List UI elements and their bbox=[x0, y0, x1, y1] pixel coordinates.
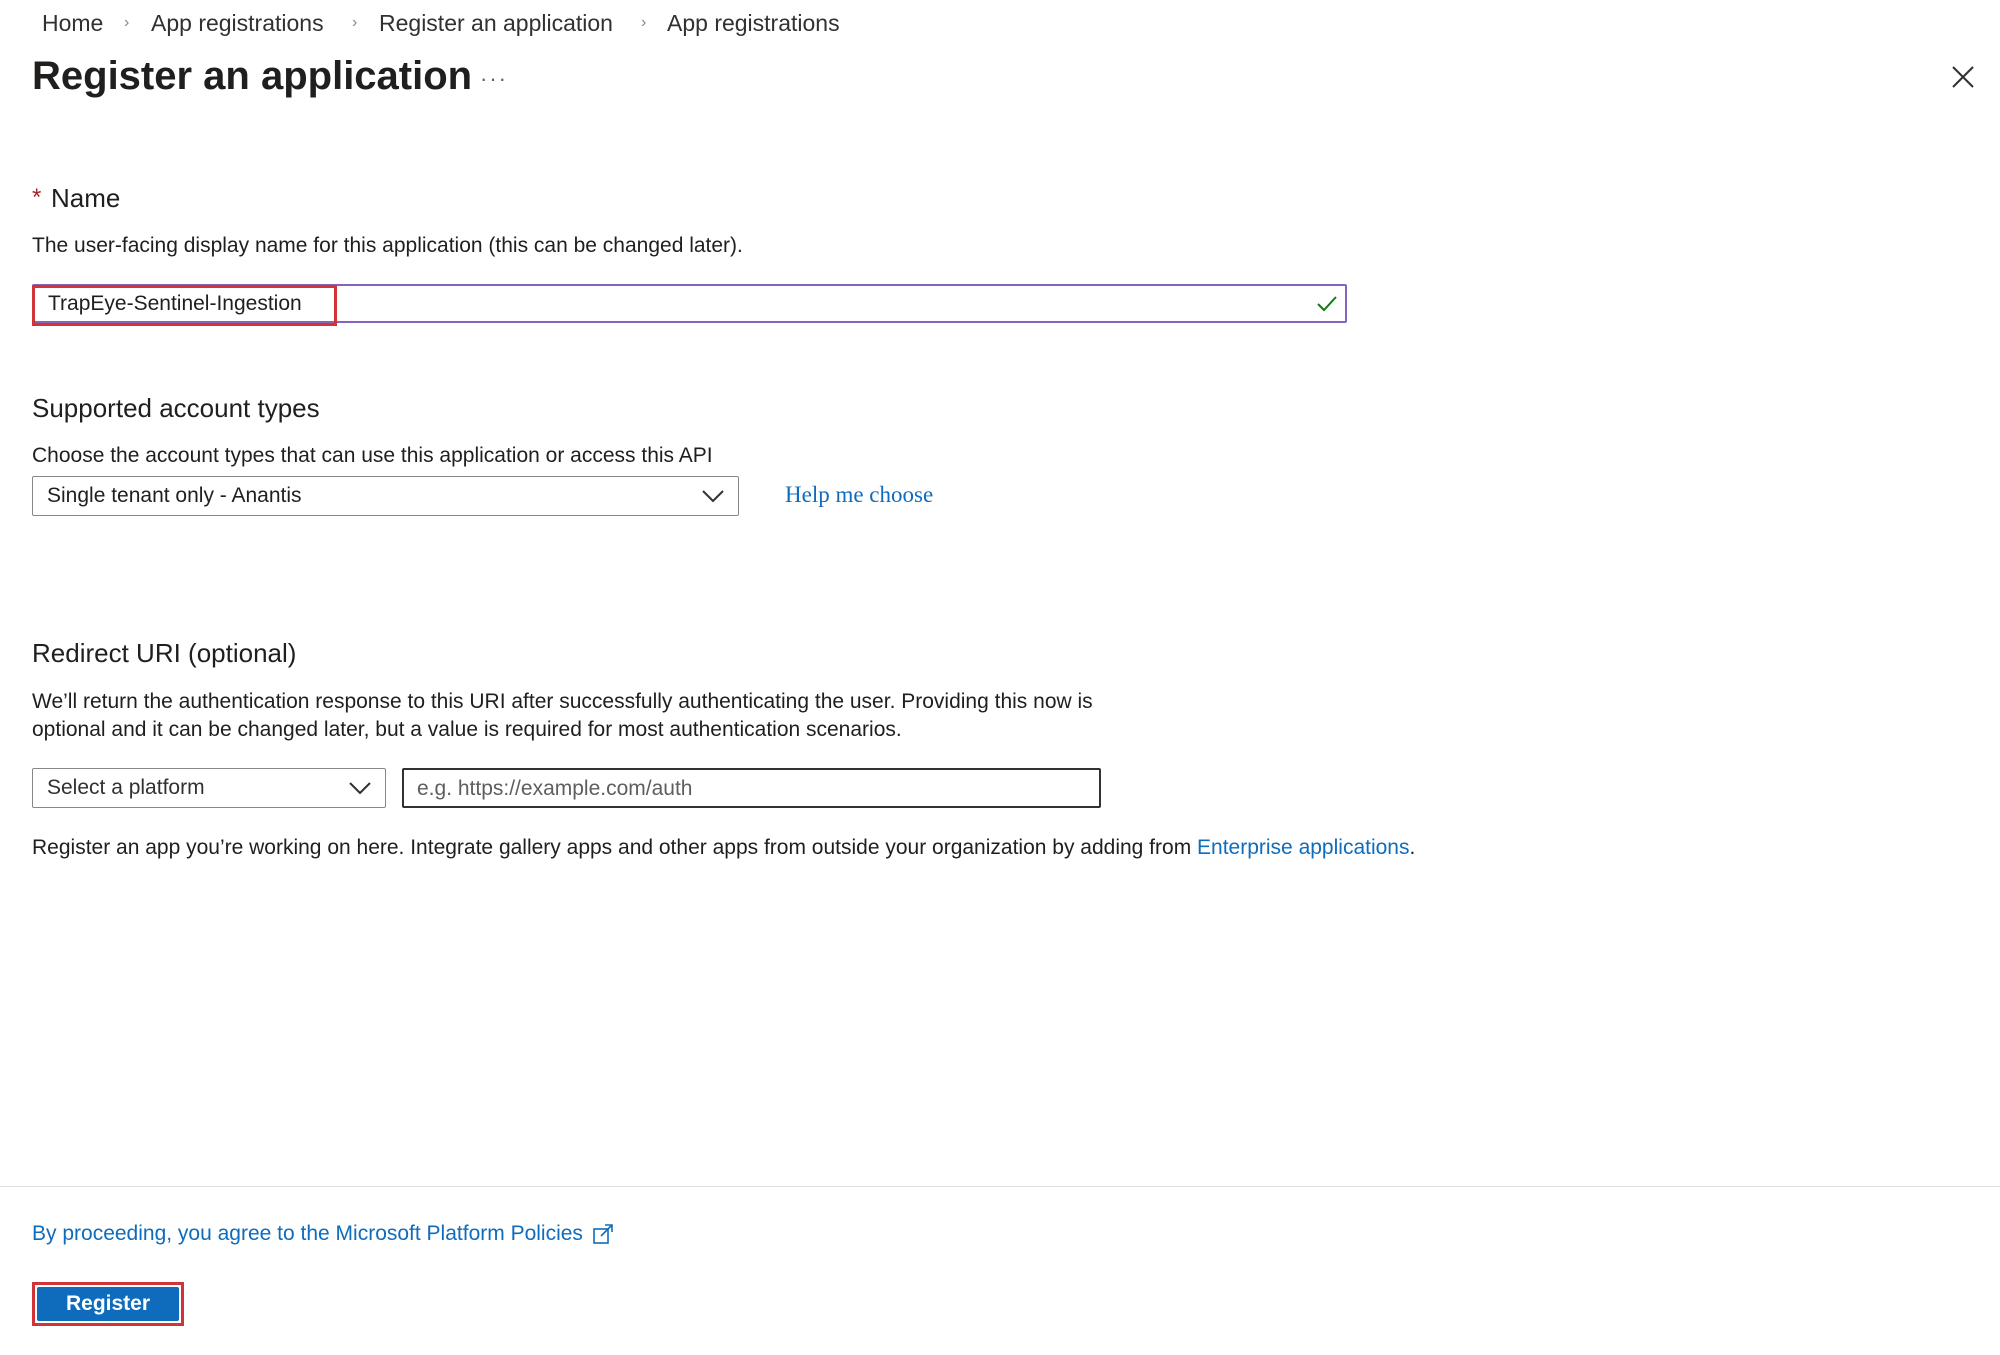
chevron-down-icon bbox=[348, 781, 372, 795]
breadcrumb-separator: › bbox=[124, 14, 130, 31]
account-types-description: Choose the account types that can use this application or access this API bbox=[32, 444, 713, 467]
name-description: The user-facing display name for this application (this can be changed later). bbox=[32, 234, 743, 257]
name-label: Name bbox=[51, 183, 121, 213]
close-icon bbox=[1948, 62, 1978, 92]
redirect-uri-placeholder: e.g. https://example.com/auth bbox=[417, 777, 693, 800]
redirect-uri-label: Redirect URI (optional) bbox=[32, 638, 297, 668]
page-title: Register an application bbox=[32, 54, 473, 98]
account-types-selected: Single tenant only - Anantis bbox=[47, 484, 302, 507]
breadcrumb-register-application[interactable]: Register an application bbox=[379, 10, 613, 36]
breadcrumb-app-registrations[interactable]: App registrations bbox=[151, 10, 324, 36]
enterprise-note-suffix: . bbox=[1409, 836, 1416, 859]
breadcrumb-home[interactable]: Home bbox=[42, 10, 104, 36]
close-button[interactable] bbox=[1948, 62, 1978, 92]
platform-dropdown[interactable] bbox=[32, 768, 386, 808]
breadcrumb-app-registrations-current[interactable]: App registrations bbox=[667, 10, 840, 36]
more-options-button[interactable]: ··· bbox=[480, 66, 508, 91]
chevron-down-icon bbox=[701, 489, 725, 503]
register-button[interactable]: Register bbox=[37, 1287, 179, 1321]
account-types-dropdown[interactable] bbox=[32, 476, 739, 516]
account-types-label: Supported account types bbox=[32, 393, 320, 423]
redirect-description-line2: optional and it can be changed later, but a value is required for most authentication scenarios. bbox=[32, 718, 902, 741]
checkmark-icon bbox=[1316, 294, 1338, 314]
enterprise-note-text: Register an app you’re working on here. Integrate gallery apps and other apps from outside your organization by adding from bbox=[32, 836, 1198, 859]
enterprise-applications-link[interactable]: Enterprise applications bbox=[1197, 836, 1410, 859]
breadcrumb-separator: › bbox=[352, 14, 358, 31]
footer-divider bbox=[0, 1186, 2000, 1187]
platform-placeholder: Select a platform bbox=[47, 776, 205, 799]
required-indicator: * bbox=[32, 184, 42, 211]
name-value-highlight bbox=[32, 285, 337, 326]
help-me-choose-link[interactable]: Help me choose bbox=[785, 482, 934, 507]
policy-link-text: By proceeding, you agree to the Microsoft Platform Policies bbox=[32, 1222, 583, 1245]
enterprise-note bbox=[32, 834, 1415, 862]
policy-link[interactable] bbox=[32, 1222, 615, 1246]
redirect-uri-input[interactable] bbox=[402, 768, 1101, 808]
external-link-icon bbox=[591, 1222, 615, 1246]
name-input-value: TrapEye-Sentinel-Ingestion bbox=[48, 292, 302, 315]
redirect-description-line1: We’ll return the authentication response to this URI after successfully authenticating the user. Providing this now is bbox=[32, 690, 1093, 713]
breadcrumb-separator: › bbox=[641, 14, 647, 31]
